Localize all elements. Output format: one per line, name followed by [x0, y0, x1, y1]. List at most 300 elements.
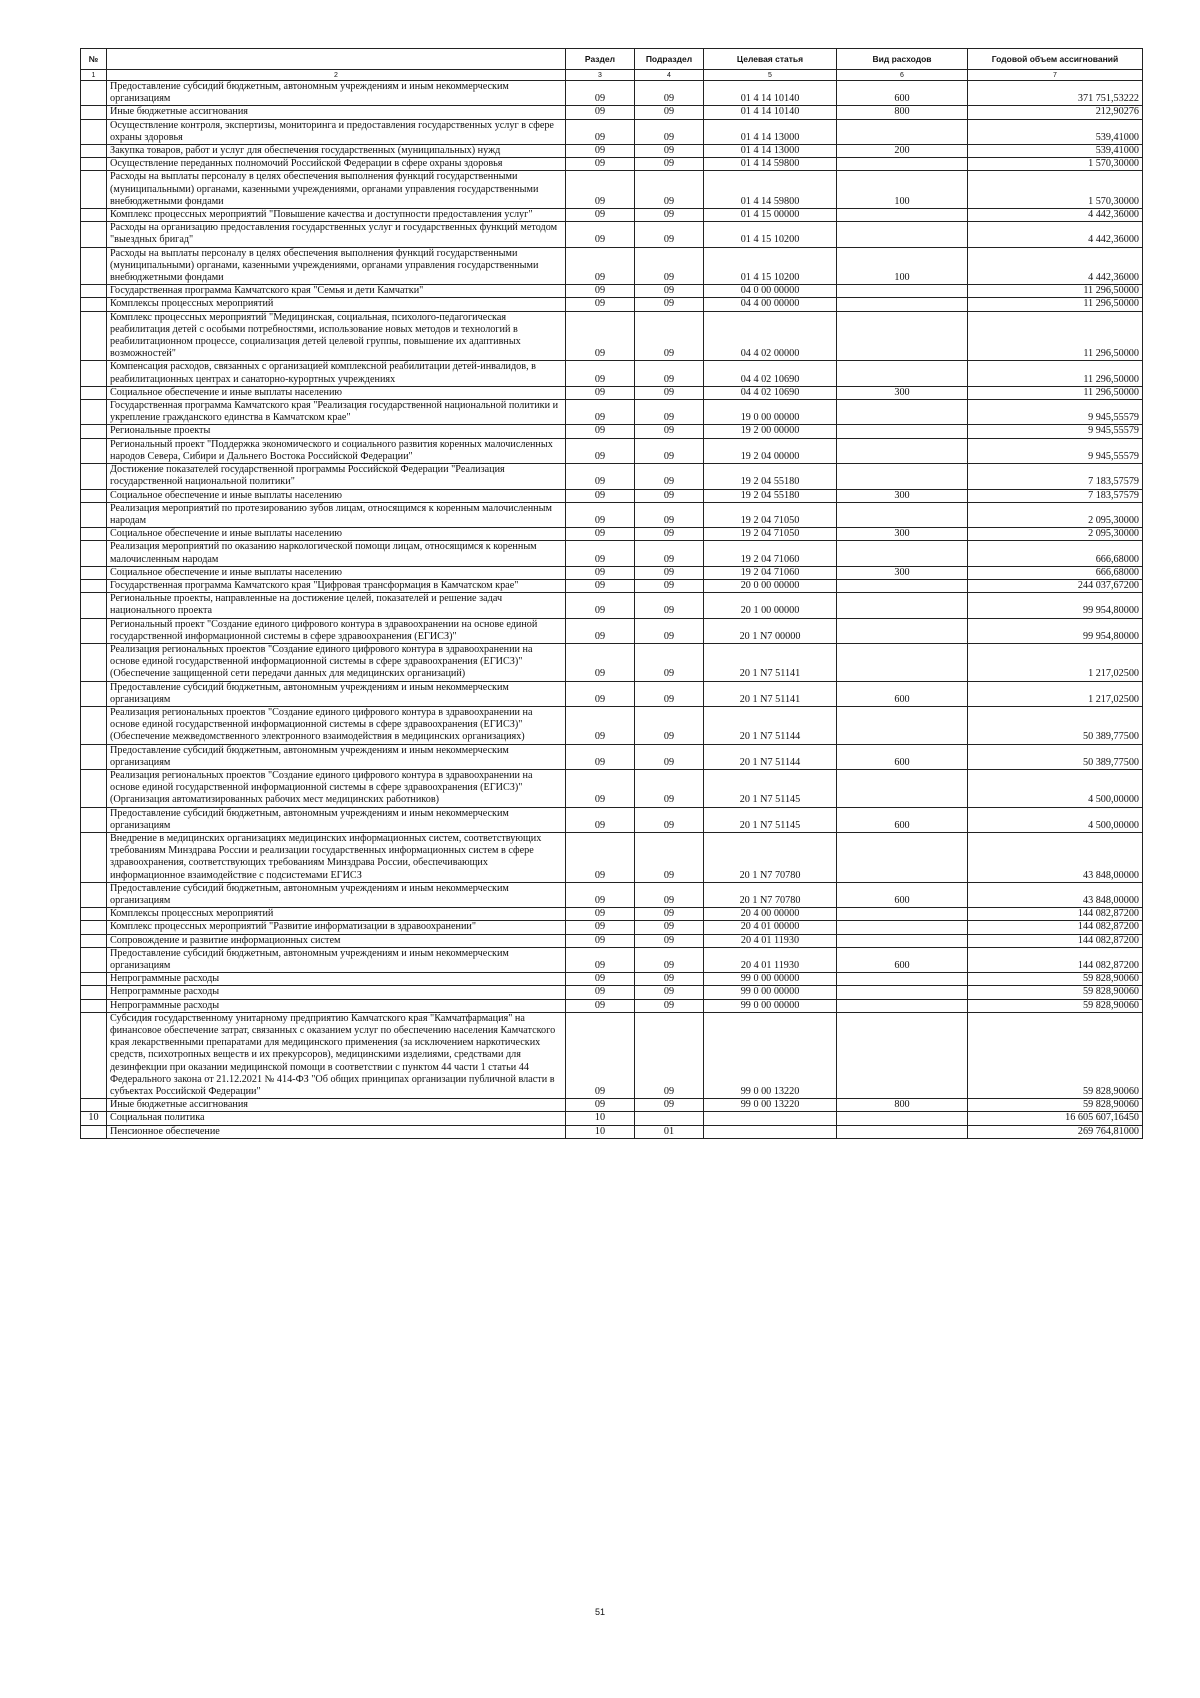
row-section: 09 [566, 81, 635, 106]
row-section: 09 [566, 106, 635, 119]
row-expense-type: 200 [837, 145, 968, 158]
row-target: 20 0 00 00000 [704, 579, 837, 592]
row-amount: 59 828,90060 [968, 1012, 1143, 1098]
row-num [81, 973, 107, 986]
row-section: 09 [566, 298, 635, 311]
table-row [81, 209, 1143, 222]
column-number: 7 [968, 70, 1143, 81]
row-expense-type [837, 1012, 968, 1098]
row-name: Непрограммные расходы [107, 973, 566, 986]
row-name: Расходы на выплаты персоналу в целях обеспечения выполнения функций государственными (муниципальными) органами, казенными учреждениями, органами управления государственными внебюджетными фондами [107, 171, 566, 209]
row-section: 09 [566, 1012, 635, 1098]
row-expense-type [837, 579, 968, 592]
table-row [81, 222, 1143, 247]
row-expense-type [837, 311, 968, 361]
row-amount: 2 095,30000 [968, 502, 1143, 527]
row-target: 99 0 00 00000 [704, 973, 837, 986]
row-name: Закупка товаров, работ и услуг для обеспечения государственных (муниципальных) нужд [107, 145, 566, 158]
row-num [81, 81, 107, 106]
row-amount: 2 095,30000 [968, 528, 1143, 541]
row-num [81, 298, 107, 311]
row-num [81, 222, 107, 247]
row-name: Иные бюджетные ассигнования [107, 1099, 566, 1112]
row-name: Реализация региональных проектов "Создание единого цифрового контура в здравоохранении на основе единой государственной информационной системы в сфере здравоохранения (ЕГИСЗ)" (Обеспечение межведомственного электронного взаимодействия в медицинских организациях) [107, 706, 566, 744]
row-name: Предоставление субсидий бюджетным, автономным учреждениям и иным некоммерческим организациям [107, 744, 566, 769]
row-expense-type [837, 298, 968, 311]
row-amount: 539,41000 [968, 145, 1143, 158]
row-section: 09 [566, 681, 635, 706]
row-num [81, 541, 107, 566]
row-num [81, 502, 107, 527]
row-expense-type [837, 209, 968, 222]
row-amount: 11 296,50000 [968, 298, 1143, 311]
row-section: 09 [566, 807, 635, 832]
row-target: 20 4 01 00000 [704, 921, 837, 934]
row-expense-type [837, 361, 968, 386]
row-target: 01 4 14 59800 [704, 158, 837, 171]
column-number: 3 [566, 70, 635, 81]
row-subsection: 09 [635, 386, 704, 399]
row-num [81, 706, 107, 744]
row-target: 01 4 14 13000 [704, 119, 837, 144]
row-num [81, 247, 107, 285]
row-num [81, 999, 107, 1012]
row-subsection: 01 [635, 1125, 704, 1138]
row-amount: 99 954,80000 [968, 593, 1143, 618]
row-subsection: 09 [635, 807, 704, 832]
row-subsection: 09 [635, 769, 704, 807]
row-subsection: 09 [635, 986, 704, 999]
column-number: 4 [635, 70, 704, 81]
row-name: Региональный проект "Поддержка экономического и социального развития коренных малочисленных народов Севера, Сибири и Дальнего Востока Российской Федерации" [107, 438, 566, 463]
row-target: 20 1 N7 70780 [704, 882, 837, 907]
row-amount: 4 442,36000 [968, 209, 1143, 222]
row-subsection: 09 [635, 81, 704, 106]
row-amount: 11 296,50000 [968, 386, 1143, 399]
table-row [81, 973, 1143, 986]
row-num [81, 311, 107, 361]
header-num: № [81, 49, 107, 70]
row-amount: 212,90276 [968, 106, 1143, 119]
row-subsection: 09 [635, 999, 704, 1012]
row-subsection: 09 [635, 171, 704, 209]
row-num [81, 643, 107, 681]
row-target: 04 4 02 10690 [704, 386, 837, 399]
column-number: 2 [107, 70, 566, 81]
row-num [81, 528, 107, 541]
row-amount: 1 217,02500 [968, 681, 1143, 706]
row-target: 01 4 14 13000 [704, 145, 837, 158]
row-amount: 43 848,00000 [968, 882, 1143, 907]
row-target: 20 1 N7 51144 [704, 706, 837, 744]
table-row [81, 744, 1143, 769]
row-num [81, 934, 107, 947]
row-target: 04 4 02 00000 [704, 311, 837, 361]
row-subsection: 09 [635, 1012, 704, 1098]
row-section: 09 [566, 973, 635, 986]
row-subsection: 09 [635, 921, 704, 934]
row-target: 04 4 00 00000 [704, 298, 837, 311]
row-num [81, 145, 107, 158]
row-name: Социальное обеспечение и иные выплаты населению [107, 566, 566, 579]
row-name: Социальное обеспечение и иные выплаты населению [107, 489, 566, 502]
row-section: 09 [566, 119, 635, 144]
row-expense-type [837, 119, 968, 144]
row-name: Расходы на выплаты персоналу в целях обеспечения выполнения функций государственными (муниципальными) органами, казенными учреждениями, органами управления государственными внебюджетными фондами [107, 247, 566, 285]
row-subsection: 09 [635, 882, 704, 907]
table-header-row [81, 49, 1143, 70]
row-subsection: 09 [635, 744, 704, 769]
table-row [81, 438, 1143, 463]
row-name: Предоставление субсидий бюджетным, автономным учреждениям и иным некоммерческим организациям [107, 81, 566, 106]
row-amount: 666,68000 [968, 566, 1143, 579]
table-row [81, 947, 1143, 972]
row-section: 09 [566, 921, 635, 934]
table-row [81, 106, 1143, 119]
table-row [81, 386, 1143, 399]
row-expense-type [837, 999, 968, 1012]
row-section: 09 [566, 934, 635, 947]
table-row [81, 769, 1143, 807]
row-amount: 11 296,50000 [968, 285, 1143, 298]
table-row [81, 832, 1143, 882]
row-target: 19 2 04 55180 [704, 489, 837, 502]
row-name: Иные бюджетные ассигнования [107, 106, 566, 119]
row-expense-type [837, 425, 968, 438]
row-num [81, 106, 107, 119]
row-amount: 43 848,00000 [968, 832, 1143, 882]
row-expense-type [837, 464, 968, 489]
row-subsection: 09 [635, 579, 704, 592]
row-num [81, 464, 107, 489]
row-amount: 144 082,87200 [968, 921, 1143, 934]
row-target: 01 4 15 10200 [704, 222, 837, 247]
row-name: Реализация региональных проектов "Создание единого цифрового контура в здравоохранении на основе единой государственной информационной системы в сфере здравоохранения (ЕГИСЗ)" (Организация автоматизированных рабочих мест медицинских работников) [107, 769, 566, 807]
row-name: Комплекс процессных мероприятий "Развитие информатизации в здравоохранении" [107, 921, 566, 934]
row-section: 09 [566, 643, 635, 681]
table-row [81, 921, 1143, 934]
row-amount: 59 828,90060 [968, 986, 1143, 999]
table-body [81, 81, 1143, 1139]
table-row [81, 489, 1143, 502]
row-section: 09 [566, 744, 635, 769]
row-subsection: 09 [635, 1099, 704, 1112]
row-subsection: 09 [635, 618, 704, 643]
row-name: Осуществление переданных полномочий Российской Федерации в сфере охраны здоровья [107, 158, 566, 171]
row-num [81, 986, 107, 999]
row-name: Региональные проекты [107, 425, 566, 438]
header-amount: Годовой объем ассигнований [968, 49, 1143, 70]
row-name: Пенсионное обеспечение [107, 1125, 566, 1138]
row-amount: 11 296,50000 [968, 361, 1143, 386]
row-name: Внедрение в медицинских организациях медицинских информационных систем, соответствующих требованиям Минздрава России и реализации государственных информационных систем в сфере здравоохранения, соответствующих требованиям Минздрава России, обеспечивающих информационное взаимодействие с подсистемами ЕГИСЗ [107, 832, 566, 882]
row-expense-type: 300 [837, 489, 968, 502]
row-subsection: 09 [635, 489, 704, 502]
row-section: 09 [566, 593, 635, 618]
row-num [81, 425, 107, 438]
row-section: 09 [566, 706, 635, 744]
row-target: 19 2 04 55180 [704, 464, 837, 489]
row-amount: 269 764,81000 [968, 1125, 1143, 1138]
table-row [81, 1099, 1143, 1112]
table-row [81, 681, 1143, 706]
row-num [81, 171, 107, 209]
row-section: 09 [566, 285, 635, 298]
table-row [81, 145, 1143, 158]
table-row [81, 361, 1143, 386]
budget-table [80, 48, 1143, 1139]
row-target: 19 2 04 71050 [704, 528, 837, 541]
row-name: Предоставление субсидий бюджетным, автономным учреждениям и иным некоммерческим организациям [107, 681, 566, 706]
row-target: 19 2 04 00000 [704, 438, 837, 463]
row-subsection: 09 [635, 528, 704, 541]
column-number: 1 [81, 70, 107, 81]
row-num [81, 386, 107, 399]
row-num [81, 1099, 107, 1112]
row-num [81, 1012, 107, 1098]
row-expense-type: 300 [837, 528, 968, 541]
row-amount: 50 389,77500 [968, 706, 1143, 744]
row-expense-type [837, 908, 968, 921]
table-row [81, 464, 1143, 489]
row-expense-type: 100 [837, 171, 968, 209]
row-subsection: 09 [635, 934, 704, 947]
row-amount: 9 945,55579 [968, 425, 1143, 438]
row-target: 19 2 04 71060 [704, 566, 837, 579]
row-name: Предоставление субсидий бюджетным, автономным учреждениям и иным некоммерческим организациям [107, 882, 566, 907]
page-number: 51 [594, 1607, 605, 1617]
row-section: 09 [566, 947, 635, 972]
row-num [81, 285, 107, 298]
row-subsection: 09 [635, 119, 704, 144]
row-expense-type [837, 921, 968, 934]
row-name: Государственная программа Камчатского края "Семья и дети Камчатки" [107, 285, 566, 298]
row-name: Расходы на организацию предоставления государственных услуг и государственных функций методом "выездных бригад" [107, 222, 566, 247]
row-name: Государственная программа Камчатского края "Реализация государственной национальной политики и укрепление гражданского единства в Камчатском крае" [107, 400, 566, 425]
table-row [81, 311, 1143, 361]
table-row [81, 807, 1143, 832]
row-section: 09 [566, 769, 635, 807]
row-amount: 244 037,67200 [968, 579, 1143, 592]
row-amount: 7 183,57579 [968, 489, 1143, 502]
row-amount: 59 828,90060 [968, 1099, 1143, 1112]
row-section: 09 [566, 438, 635, 463]
row-amount: 4 500,00000 [968, 769, 1143, 807]
row-expense-type [837, 934, 968, 947]
header-target: Целевая статья [704, 49, 837, 70]
row-expense-type: 600 [837, 681, 968, 706]
table-row [81, 986, 1143, 999]
table-row [81, 247, 1143, 285]
table-row [81, 158, 1143, 171]
row-expense-type [837, 1112, 968, 1125]
row-num [81, 158, 107, 171]
row-subsection: 09 [635, 438, 704, 463]
header-subsection: Подраздел [635, 49, 704, 70]
table-row [81, 593, 1143, 618]
row-amount: 539,41000 [968, 119, 1143, 144]
row-amount: 1 217,02500 [968, 643, 1143, 681]
row-section: 09 [566, 171, 635, 209]
row-section: 09 [566, 222, 635, 247]
row-num [81, 681, 107, 706]
row-amount: 1 570,30000 [968, 158, 1143, 171]
row-subsection: 09 [635, 145, 704, 158]
row-name: Региональный проект "Создание единого цифрового контура в здравоохранении на основе единой государственной информационной системы в сфере здравоохранения (ЕГИСЗ)" [107, 618, 566, 643]
row-expense-type [837, 285, 968, 298]
row-expense-type: 300 [837, 386, 968, 399]
row-name: Комплексы процессных мероприятий [107, 908, 566, 921]
row-num [81, 882, 107, 907]
row-target: 19 2 04 71060 [704, 541, 837, 566]
column-numbers-row [81, 70, 1143, 81]
row-expense-type: 600 [837, 947, 968, 972]
row-target: 20 4 01 11930 [704, 934, 837, 947]
row-subsection: 09 [635, 947, 704, 972]
row-amount: 9 945,55579 [968, 438, 1143, 463]
row-section: 09 [566, 502, 635, 527]
row-amount: 7 183,57579 [968, 464, 1143, 489]
row-target: 01 4 15 00000 [704, 209, 837, 222]
row-subsection: 09 [635, 425, 704, 438]
row-subsection: 09 [635, 298, 704, 311]
row-amount: 144 082,87200 [968, 947, 1143, 972]
row-name: Непрограммные расходы [107, 999, 566, 1012]
row-target: 01 4 14 10140 [704, 106, 837, 119]
row-amount: 59 828,90060 [968, 973, 1143, 986]
row-subsection: 09 [635, 285, 704, 298]
row-section: 09 [566, 361, 635, 386]
row-subsection: 09 [635, 158, 704, 171]
row-section: 10 [566, 1125, 635, 1138]
row-expense-type: 600 [837, 81, 968, 106]
row-name: Компенсация расходов, связанных с организацией комплексной реабилитации детей-инвалидов, в реабилитационных центрах и санаторно-курортных учреждениях [107, 361, 566, 386]
row-num [81, 947, 107, 972]
row-num [81, 618, 107, 643]
row-section: 09 [566, 489, 635, 502]
column-number: 6 [837, 70, 968, 81]
row-section: 09 [566, 311, 635, 361]
row-section: 09 [566, 145, 635, 158]
row-section: 09 [566, 158, 635, 171]
row-subsection: 09 [635, 566, 704, 579]
row-amount: 59 828,90060 [968, 999, 1143, 1012]
row-name: Государственная программа Камчатского края "Цифровая трансформация в Камчатском крае" [107, 579, 566, 592]
row-num [81, 832, 107, 882]
row-target: 20 1 N7 70780 [704, 832, 837, 882]
row-num [81, 119, 107, 144]
row-subsection: 09 [635, 209, 704, 222]
row-subsection: 09 [635, 400, 704, 425]
row-num [81, 921, 107, 934]
row-name: Социальное обеспечение и иные выплаты населению [107, 528, 566, 541]
row-subsection: 09 [635, 706, 704, 744]
row-subsection: 09 [635, 247, 704, 285]
row-section: 09 [566, 1099, 635, 1112]
row-num [81, 438, 107, 463]
row-section: 09 [566, 528, 635, 541]
row-expense-type [837, 986, 968, 999]
row-expense-type [837, 222, 968, 247]
row-amount: 371 751,53222 [968, 81, 1143, 106]
row-name: Непрограммные расходы [107, 986, 566, 999]
row-num [81, 209, 107, 222]
header-name [107, 49, 566, 70]
row-section: 09 [566, 464, 635, 489]
row-section: 09 [566, 579, 635, 592]
row-expense-type [837, 769, 968, 807]
row-expense-type: 100 [837, 247, 968, 285]
row-section: 09 [566, 566, 635, 579]
row-target: 20 4 01 11930 [704, 947, 837, 972]
row-target: 99 0 00 00000 [704, 999, 837, 1012]
row-target: 01 4 15 10200 [704, 247, 837, 285]
row-target: 20 1 N7 51145 [704, 769, 837, 807]
row-num [81, 908, 107, 921]
row-num [81, 769, 107, 807]
row-subsection: 09 [635, 361, 704, 386]
row-subsection: 09 [635, 106, 704, 119]
table-row [81, 908, 1143, 921]
row-section: 09 [566, 425, 635, 438]
column-number: 5 [704, 70, 837, 81]
table-row [81, 934, 1143, 947]
row-expense-type: 300 [837, 566, 968, 579]
row-expense-type [837, 158, 968, 171]
row-subsection: 09 [635, 643, 704, 681]
table-row [81, 285, 1143, 298]
row-name: Предоставление субсидий бюджетным, автономным учреждениям и иным некоммерческим организациям [107, 947, 566, 972]
budget-sheet [80, 48, 1142, 1139]
table-row [81, 566, 1143, 579]
row-section: 09 [566, 618, 635, 643]
row-expense-type: 800 [837, 106, 968, 119]
row-expense-type [837, 706, 968, 744]
row-section: 09 [566, 400, 635, 425]
row-subsection: 09 [635, 311, 704, 361]
row-name: Достижение показателей государственной программы Российской Федерации "Реализация государственной национальной политики" [107, 464, 566, 489]
row-num [81, 1125, 107, 1138]
row-target: 04 0 00 00000 [704, 285, 837, 298]
row-section: 10 [566, 1112, 635, 1125]
row-target: 20 1 N7 51144 [704, 744, 837, 769]
row-name: Реализация мероприятий по оказанию наркологической помощи лицам, относящимся к коренным малочисленным народам [107, 541, 566, 566]
row-expense-type: 800 [837, 1099, 968, 1112]
table-row [81, 298, 1143, 311]
row-name: Реализация мероприятий по протезированию зубов лицам, относящимся к коренным малочисленным народам [107, 502, 566, 527]
table-row [81, 643, 1143, 681]
header-section: Раздел [566, 49, 635, 70]
row-num [81, 566, 107, 579]
table-row [81, 502, 1143, 527]
row-subsection: 09 [635, 222, 704, 247]
row-subsection: 09 [635, 541, 704, 566]
row-amount: 4 442,36000 [968, 247, 1143, 285]
row-expense-type: 600 [837, 882, 968, 907]
row-expense-type [837, 541, 968, 566]
row-name: Социальное обеспечение и иные выплаты населению [107, 386, 566, 399]
row-target: 19 2 00 00000 [704, 425, 837, 438]
row-amount: 16 605 607,16450 [968, 1112, 1143, 1125]
row-name: Реализация региональных проектов "Создание единого цифрового контура в здравоохранении на основе единой государственной информационной системы в сфере здравоохранения (ЕГИСЗ)" (Обеспечение защищенной сети передачи данных для медицинских организаций) [107, 643, 566, 681]
row-amount: 4 442,36000 [968, 222, 1143, 247]
row-target: 20 1 N7 51145 [704, 807, 837, 832]
row-expense-type [837, 1125, 968, 1138]
row-target: 20 1 00 00000 [704, 593, 837, 618]
row-subsection: 09 [635, 681, 704, 706]
row-amount: 9 945,55579 [968, 400, 1143, 425]
row-expense-type: 600 [837, 744, 968, 769]
